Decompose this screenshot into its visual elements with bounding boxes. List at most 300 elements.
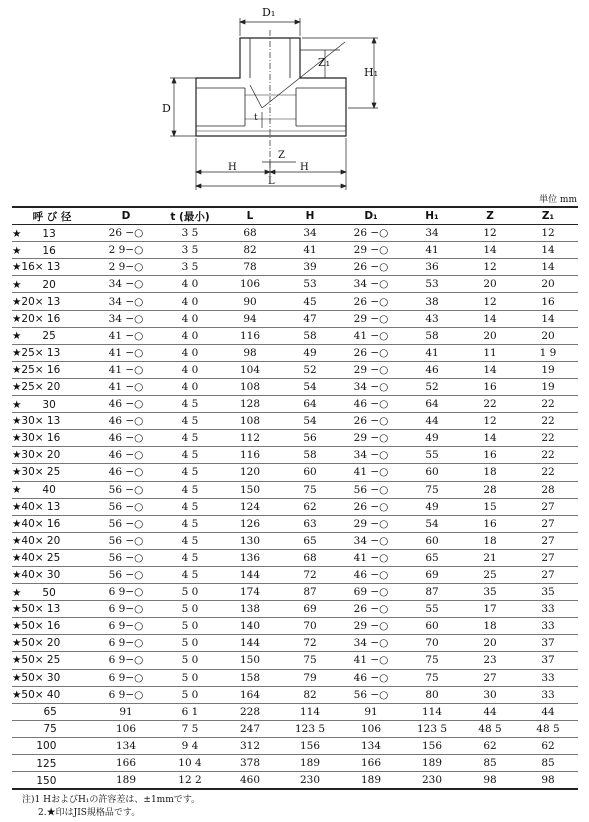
table-cell: 2 9−○: [92, 242, 160, 259]
table-cell: 12: [462, 259, 518, 276]
table-cell: 62: [462, 737, 518, 754]
table-cell: 98: [462, 772, 518, 790]
table-row: [12, 601, 578, 618]
table-cell: 166: [340, 755, 402, 772]
nominal-size-cell: ★16× 13: [12, 259, 92, 276]
table-cell: 150: [220, 652, 280, 669]
table-cell: 75: [402, 669, 462, 686]
table-row: [12, 430, 578, 447]
table-cell: 69: [280, 601, 340, 618]
table-cell: 49: [402, 430, 462, 447]
table-cell: 62: [280, 498, 340, 515]
table-row: [12, 361, 578, 378]
table-cell: 26 −○: [340, 225, 402, 242]
label-d1: D₁: [262, 6, 276, 19]
table-cell: 55: [402, 601, 462, 618]
table-cell: 4 0: [160, 378, 220, 395]
table-cell: 12: [462, 413, 518, 430]
table-cell: 46: [402, 361, 462, 378]
table-cell: 34 −○: [92, 293, 160, 310]
table-cell: 82: [220, 242, 280, 259]
table-cell: 189: [340, 772, 402, 790]
table-cell: 5 0: [160, 652, 220, 669]
nominal-size-cell: 100: [12, 737, 92, 754]
table-row: [12, 498, 578, 515]
table-cell: 16: [518, 293, 578, 310]
table-cell: 79: [280, 669, 340, 686]
table-cell: 91: [92, 703, 160, 720]
table-cell: 312: [220, 737, 280, 754]
table-cell: 98: [518, 772, 578, 790]
nominal-size-cell: 75: [12, 720, 92, 737]
table-cell: 6 1: [160, 703, 220, 720]
table-cell: 56 −○: [92, 566, 160, 583]
table-cell: 4 0: [160, 293, 220, 310]
column-header: D: [92, 207, 160, 225]
table-cell: 228: [220, 703, 280, 720]
label-z: Z: [278, 150, 285, 161]
table-cell: 34 −○: [340, 378, 402, 395]
table-cell: 14: [462, 361, 518, 378]
table-cell: 4 0: [160, 361, 220, 378]
table-cell: 6 9−○: [92, 669, 160, 686]
table-cell: 55: [402, 447, 462, 464]
nominal-size-cell: ★25× 16: [12, 361, 92, 378]
table-cell: 14: [518, 310, 578, 327]
table-cell: 45: [280, 293, 340, 310]
table-cell: 116: [220, 327, 280, 344]
nominal-size-cell: ★40× 20: [12, 532, 92, 549]
table-cell: 6 9−○: [92, 601, 160, 618]
table-cell: 140: [220, 618, 280, 635]
table-cell: 72: [280, 566, 340, 583]
nominal-size-cell: ★50× 13: [12, 601, 92, 618]
table-row: [12, 635, 578, 652]
table-cell: 150: [220, 481, 280, 498]
table-cell: 46 −○: [340, 566, 402, 583]
table-cell: 34 −○: [340, 532, 402, 549]
table-cell: 34 −○: [340, 276, 402, 293]
label-h-right: H: [300, 162, 309, 173]
table-cell: 41 −○: [92, 378, 160, 395]
table-cell: 189: [280, 755, 340, 772]
nominal-size-cell: ★ 30: [12, 396, 92, 413]
nominal-size-cell: ★20× 13: [12, 293, 92, 310]
table-cell: 22: [462, 396, 518, 413]
table-cell: 56 −○: [340, 686, 402, 703]
nominal-size-cell: 150: [12, 772, 92, 790]
table-cell: 72: [280, 635, 340, 652]
table-row: [12, 276, 578, 293]
nominal-size-cell: ★30× 13: [12, 413, 92, 430]
table-body: [12, 225, 578, 790]
table-cell: 80: [402, 686, 462, 703]
table-cell: 46 −○: [92, 447, 160, 464]
nominal-size-cell: ★ 16: [12, 242, 92, 259]
nominal-size-cell: ★30× 16: [12, 430, 92, 447]
nominal-size-cell: ★ 25: [12, 327, 92, 344]
table-cell: 41: [280, 242, 340, 259]
table-cell: 34 −○: [92, 310, 160, 327]
table-cell: 56 −○: [92, 532, 160, 549]
table-cell: 1 9: [518, 344, 578, 361]
label-h1: H₁: [364, 66, 379, 79]
table-cell: 460: [220, 772, 280, 790]
table-cell: 64: [402, 396, 462, 413]
table-cell: 58: [280, 447, 340, 464]
table-cell: 54: [280, 378, 340, 395]
table-cell: 124: [220, 498, 280, 515]
table-cell: 22: [518, 464, 578, 481]
table-cell: 12: [462, 293, 518, 310]
table-cell: 35: [462, 584, 518, 601]
table-cell: 28: [462, 481, 518, 498]
table-cell: 138: [220, 601, 280, 618]
table-cell: 46 −○: [340, 669, 402, 686]
table-cell: 230: [402, 772, 462, 790]
table-cell: 21: [462, 549, 518, 566]
table-cell: 52: [280, 361, 340, 378]
table-cell: 130: [220, 532, 280, 549]
table-row: [12, 464, 578, 481]
table-row: [12, 242, 578, 259]
label-l: L: [268, 176, 275, 187]
table-cell: 18: [462, 618, 518, 635]
table-cell: 85: [462, 755, 518, 772]
table-cell: 69: [402, 566, 462, 583]
table-cell: 120: [220, 464, 280, 481]
table-row: [12, 584, 578, 601]
table-cell: 104: [220, 361, 280, 378]
table-cell: 48 5: [462, 720, 518, 737]
table-cell: 60: [402, 618, 462, 635]
table-cell: 49: [280, 344, 340, 361]
table-cell: 34 −○: [340, 447, 402, 464]
table-cell: 35: [518, 584, 578, 601]
tee-fitting-diagram: [0, 0, 589, 200]
table-cell: 29 −○: [340, 515, 402, 532]
table-cell: 53: [402, 276, 462, 293]
table-cell: 18: [462, 464, 518, 481]
table-cell: 5 0: [160, 601, 220, 618]
table-cell: 65: [402, 549, 462, 566]
nominal-size-cell: ★40× 16: [12, 515, 92, 532]
table-cell: 34 −○: [92, 276, 160, 293]
table-cell: 36: [402, 259, 462, 276]
table-cell: 12: [518, 225, 578, 242]
nominal-size-cell: ★ 40: [12, 481, 92, 498]
table-cell: 47: [280, 310, 340, 327]
table-row: [12, 259, 578, 276]
table-row: [12, 481, 578, 498]
table-cell: 16: [462, 447, 518, 464]
table-cell: 41: [402, 344, 462, 361]
table-cell: 378: [220, 755, 280, 772]
table-cell: 28: [518, 481, 578, 498]
table-row: [12, 686, 578, 703]
table-cell: 164: [220, 686, 280, 703]
nominal-size-cell: ★25× 20: [12, 378, 92, 395]
table-cell: 56: [280, 430, 340, 447]
table-cell: 75: [280, 652, 340, 669]
table-cell: 136: [220, 549, 280, 566]
table-cell: 46 −○: [92, 396, 160, 413]
table-cell: 78: [220, 259, 280, 276]
table-cell: 82: [280, 686, 340, 703]
nominal-size-cell: 125: [12, 755, 92, 772]
table-row: [12, 669, 578, 686]
nominal-size-cell: ★50× 25: [12, 652, 92, 669]
table-cell: 70: [402, 635, 462, 652]
table-cell: 4 5: [160, 498, 220, 515]
table-cell: 43: [402, 310, 462, 327]
table-cell: 34: [280, 225, 340, 242]
table-cell: 26 −○: [340, 344, 402, 361]
nominal-size-cell: ★50× 16: [12, 618, 92, 635]
table-row: [12, 737, 578, 754]
table-cell: 60: [280, 464, 340, 481]
table-row: [12, 310, 578, 327]
column-header: H: [280, 207, 340, 225]
table-cell: 9 4: [160, 737, 220, 754]
table-cell: 166: [92, 755, 160, 772]
table-cell: 134: [340, 737, 402, 754]
table-cell: 126: [220, 515, 280, 532]
table-cell: 44: [462, 703, 518, 720]
table-cell: 5 0: [160, 618, 220, 635]
table-cell: 23: [462, 652, 518, 669]
table-cell: 33: [518, 669, 578, 686]
label-z1: Z₁: [318, 56, 331, 69]
table-cell: 26 −○: [340, 293, 402, 310]
nominal-size-cell: ★30× 25: [12, 464, 92, 481]
nominal-size-cell: ★40× 30: [12, 566, 92, 583]
table-cell: 54: [402, 515, 462, 532]
table-cell: 123 5: [280, 720, 340, 737]
table-cell: 60: [402, 464, 462, 481]
nominal-size-cell: ★20× 16: [12, 310, 92, 327]
table-row: [12, 618, 578, 635]
table-cell: 4 5: [160, 447, 220, 464]
table-cell: 134: [92, 737, 160, 754]
nominal-size-cell: ★40× 13: [12, 498, 92, 515]
table-cell: 90: [220, 293, 280, 310]
table-cell: 22: [518, 396, 578, 413]
label-t: t: [254, 113, 258, 123]
table-cell: 87: [402, 584, 462, 601]
table-cell: 4 5: [160, 413, 220, 430]
column-header: H₁: [402, 207, 462, 225]
table-cell: 189: [402, 755, 462, 772]
table-cell: 15: [462, 498, 518, 515]
table-cell: 6 9−○: [92, 652, 160, 669]
table-cell: 4 5: [160, 464, 220, 481]
table-cell: 14: [518, 259, 578, 276]
table-cell: 106: [92, 720, 160, 737]
dimension-table: [12, 206, 578, 790]
nominal-size-cell: ★ 50: [12, 584, 92, 601]
table-cell: 20: [518, 327, 578, 344]
table-row: [12, 549, 578, 566]
table-cell: 29 −○: [340, 430, 402, 447]
table-cell: 87: [280, 584, 340, 601]
table-cell: 29 −○: [340, 310, 402, 327]
table-cell: 12 2: [160, 772, 220, 790]
table-cell: 53: [280, 276, 340, 293]
note-1: 注)1 HおよびH₁の許容差は、±1mmです。: [22, 795, 201, 805]
table-cell: 29 −○: [340, 361, 402, 378]
table-row: [12, 703, 578, 720]
table-cell: 158: [220, 669, 280, 686]
table-cell: 114: [402, 703, 462, 720]
table-row: [12, 720, 578, 737]
table-cell: 156: [280, 737, 340, 754]
table-cell: 156: [402, 737, 462, 754]
table-cell: 29 −○: [340, 242, 402, 259]
note-2: 2.★印はJIS規格品です。: [38, 808, 141, 818]
table-cell: 94: [220, 310, 280, 327]
table-cell: 4 5: [160, 566, 220, 583]
table-cell: 65: [280, 532, 340, 549]
unit-label: 単位 mm: [539, 195, 577, 205]
table-cell: 22: [518, 447, 578, 464]
table-cell: 144: [220, 566, 280, 583]
nominal-size-cell: 65: [12, 703, 92, 720]
column-header: D₁: [340, 207, 402, 225]
table-cell: 108: [220, 378, 280, 395]
table-cell: 14: [462, 242, 518, 259]
table-row: [12, 413, 578, 430]
table-cell: 26 −○: [340, 601, 402, 618]
table-cell: 85: [518, 755, 578, 772]
nominal-size-cell: ★50× 40: [12, 686, 92, 703]
table-cell: 27: [518, 498, 578, 515]
table-cell: 62: [518, 737, 578, 754]
table-cell: 3 5: [160, 225, 220, 242]
table-cell: 54: [280, 413, 340, 430]
table-cell: 14: [462, 430, 518, 447]
table-cell: 230: [280, 772, 340, 790]
table-cell: 26 −○: [340, 498, 402, 515]
table-cell: 10 4: [160, 755, 220, 772]
nominal-size-cell: ★ 13: [12, 225, 92, 242]
table-cell: 7 5: [160, 720, 220, 737]
table-cell: 56 −○: [92, 549, 160, 566]
table-cell: 11: [462, 344, 518, 361]
table-row: [12, 344, 578, 361]
table-cell: 247: [220, 720, 280, 737]
table-cell: 18: [462, 532, 518, 549]
table-cell: 56 −○: [92, 481, 160, 498]
table-row: [12, 652, 578, 669]
table-row: [12, 515, 578, 532]
table-cell: 41: [402, 242, 462, 259]
table-cell: 39: [280, 259, 340, 276]
table-cell: 27: [518, 566, 578, 583]
table-cell: 4 5: [160, 430, 220, 447]
table-cell: 19: [518, 361, 578, 378]
table-cell: 5 0: [160, 584, 220, 601]
table-row: [12, 447, 578, 464]
table-cell: 37: [518, 635, 578, 652]
table-cell: 37: [518, 652, 578, 669]
table-cell: 20: [462, 635, 518, 652]
table-cell: 33: [518, 601, 578, 618]
table-row: [12, 293, 578, 310]
table-cell: 27: [518, 515, 578, 532]
table-cell: 64: [280, 396, 340, 413]
column-header: t (最小): [160, 207, 220, 225]
table-cell: 33: [518, 618, 578, 635]
table-cell: 27: [462, 669, 518, 686]
table-cell: 33: [518, 686, 578, 703]
table-cell: 30: [462, 686, 518, 703]
table-cell: 41 −○: [92, 344, 160, 361]
table-cell: 41 −○: [340, 327, 402, 344]
table-cell: 114: [280, 703, 340, 720]
table-cell: 20: [518, 276, 578, 293]
nominal-size-cell: ★50× 20: [12, 635, 92, 652]
table-cell: 34 −○: [340, 635, 402, 652]
table-cell: 20: [462, 327, 518, 344]
table-cell: 52: [402, 378, 462, 395]
table-cell: 75: [402, 652, 462, 669]
table-cell: 4 0: [160, 327, 220, 344]
table-cell: 34: [402, 225, 462, 242]
notes: [22, 794, 200, 820]
table-cell: 29 −○: [340, 618, 402, 635]
table-cell: 16: [462, 378, 518, 395]
table-row: [12, 532, 578, 549]
label-h-left: H: [228, 162, 237, 173]
table-cell: 46 −○: [340, 396, 402, 413]
table-cell: 46 −○: [92, 430, 160, 447]
table-cell: 41 −○: [340, 464, 402, 481]
table-cell: 75: [402, 481, 462, 498]
table-row: [12, 225, 578, 242]
table-cell: 123 5: [402, 720, 462, 737]
table-row: [12, 378, 578, 395]
table-cell: 6 9−○: [92, 635, 160, 652]
table-cell: 60: [402, 532, 462, 549]
nominal-size-cell: ★ 20: [12, 276, 92, 293]
table-cell: 26 −○: [340, 259, 402, 276]
table-cell: 14: [462, 310, 518, 327]
table-row: [12, 396, 578, 413]
table-cell: 56 −○: [340, 481, 402, 498]
column-header: 呼 び 径: [12, 207, 92, 225]
table-cell: 17: [462, 601, 518, 618]
column-header: L: [220, 207, 280, 225]
table-cell: 3 5: [160, 259, 220, 276]
table-cell: 41 −○: [340, 549, 402, 566]
table-cell: 6 9−○: [92, 686, 160, 703]
table-cell: 4 5: [160, 515, 220, 532]
table-cell: 91: [340, 703, 402, 720]
column-header: Z₁: [518, 207, 578, 225]
table-row: [12, 327, 578, 344]
table-cell: 108: [220, 413, 280, 430]
table-cell: 5 0: [160, 686, 220, 703]
table-cell: 4 0: [160, 344, 220, 361]
table-cell: 5 0: [160, 669, 220, 686]
table-cell: 5 0: [160, 635, 220, 652]
table-cell: 25: [462, 566, 518, 583]
table-cell: 69 −○: [340, 584, 402, 601]
table-cell: 75: [280, 481, 340, 498]
table-cell: 48 5: [518, 720, 578, 737]
table-cell: 112: [220, 430, 280, 447]
